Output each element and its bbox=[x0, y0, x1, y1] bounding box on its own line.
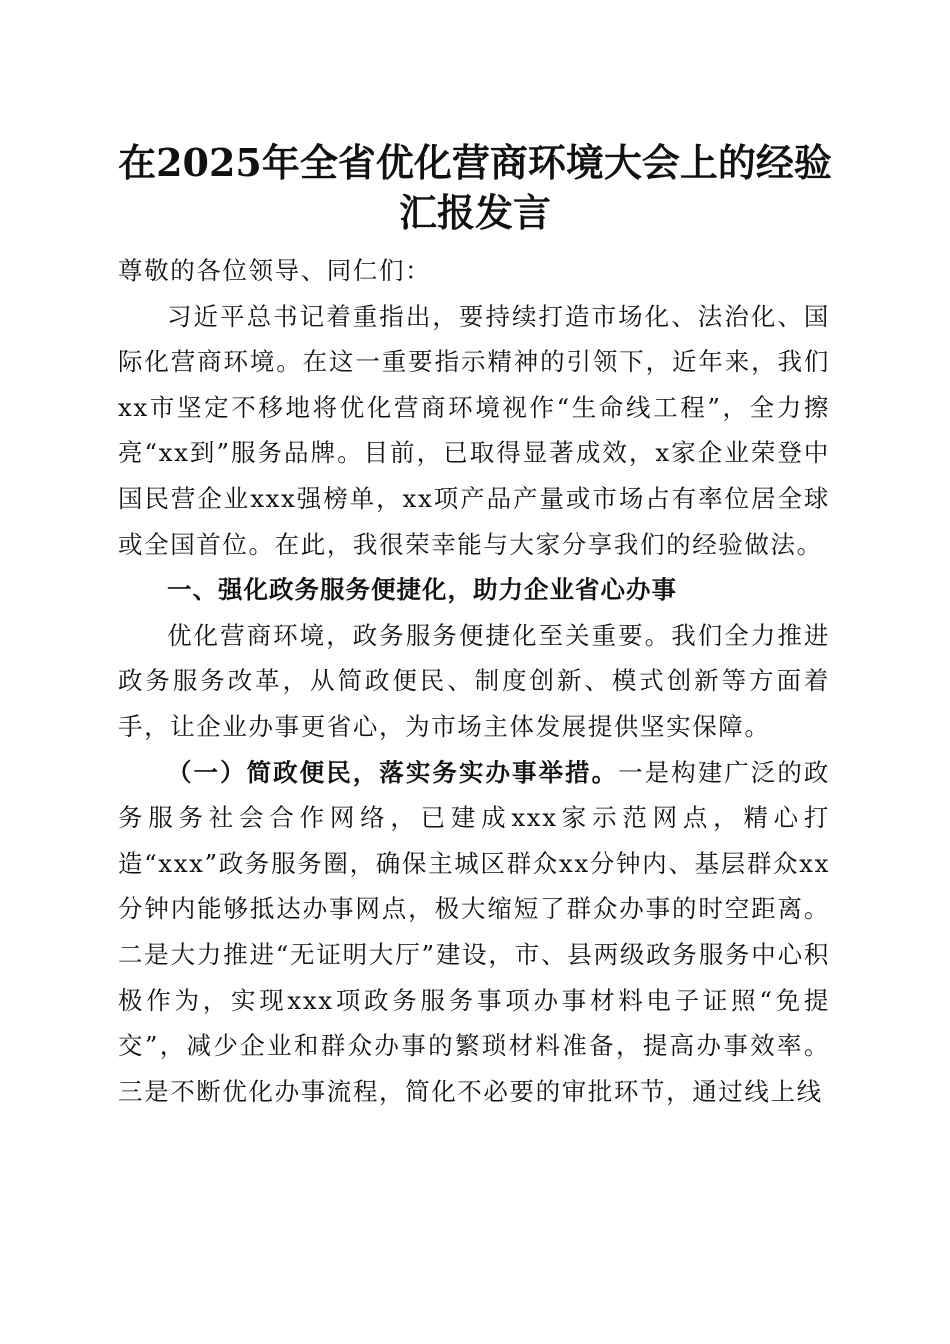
subsection-heading: （一）简政便民，落实务实办事举措。 bbox=[167, 757, 619, 787]
intro-paragraph: 习近平总书记着重指出，要持续打造市场化、法治化、国际化营商环境。在这一重要指示精神的引领下，近年来，我们xx市坚定不移地将优化营商环境视作“生命线工程”，全力擦亮“xx到”服务品牌。目前，已取得显著成效，x家企业荣登中国民营企业xxx强榜单，xx项产品产量或市场占有率位居全球或全国首位。在此，我很荣幸能与大家分享我们的经验做法。 bbox=[118, 301, 830, 559]
document-title: 在2025年全省优化营商环境大会上的经验汇报发言 bbox=[118, 140, 832, 235]
section-paragraph: 优化营商环境，政务服务便捷化至关重要。我们全力推进政务服务改革，从简政便民、制度创新、模式创新等方面着手，让企业办事更省心，为市场主体发展提供坚实保障。 bbox=[118, 620, 830, 741]
subsection-body: 一是构建广泛的政务服务社会合作网络，已建成xxx家示范网点，精心打造“xxx”政务服务圈，确保主城区群众xx分钟内、基层群众xx分钟内能够抵达办事网点，极大缩短了群众办事的时空距离。二是大力推进“无证明大厅”建设，市、县两级政务服务中心积极作为，实现xxx项政务服务事项办事材料电子证照“免提交”，减少企业和群众办事的繁琐材料准备，提高办事效率。三是不断优化办事流程，简化不必要的审批环节，通过线上线 bbox=[118, 757, 830, 1106]
salutation: 尊敬的各位领导、同仁们： bbox=[118, 256, 432, 285]
subsection-paragraph bbox=[118, 750, 830, 1115]
section-heading: 一、强化政务服务便捷化，助力企业省心办事 bbox=[167, 575, 677, 605]
document-body bbox=[118, 248, 830, 1114]
